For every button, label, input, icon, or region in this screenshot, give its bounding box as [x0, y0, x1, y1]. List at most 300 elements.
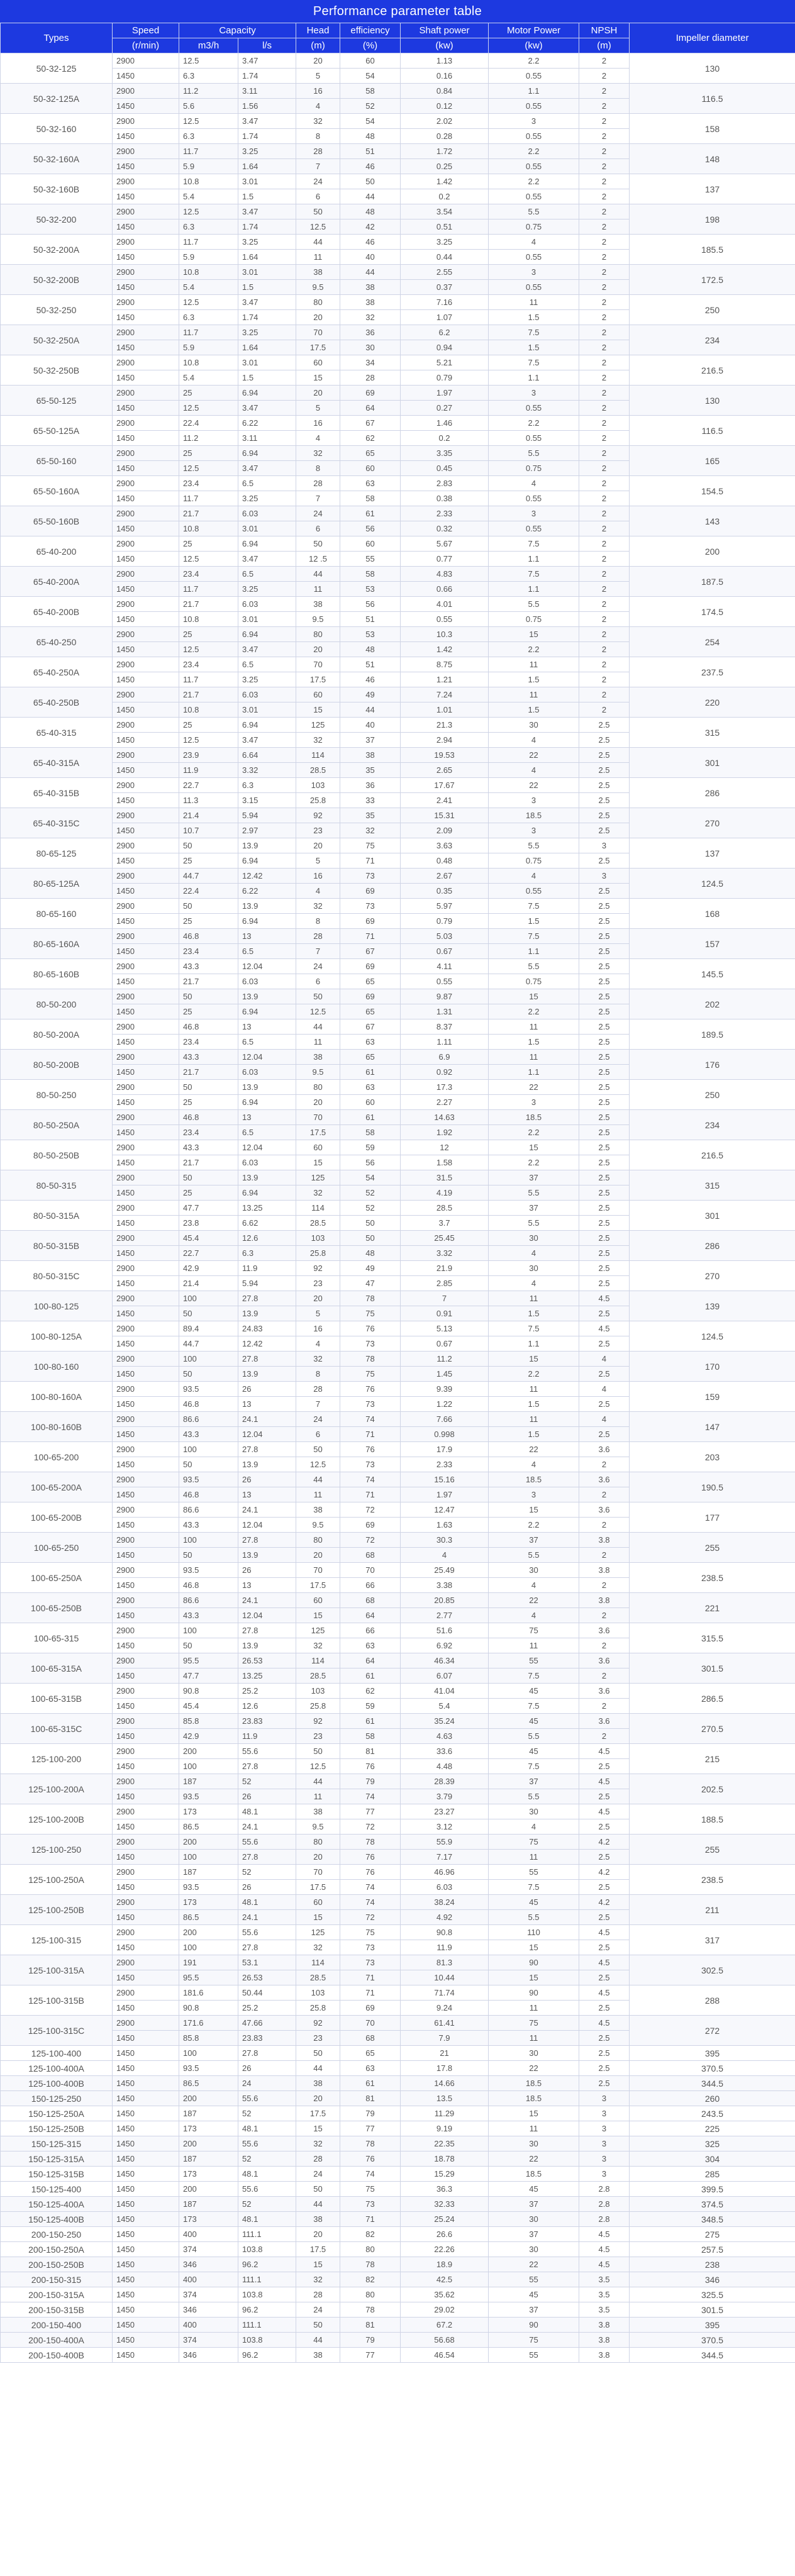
cell-efficiency: 71	[340, 853, 401, 869]
cell-capacity-m3h: 6.3	[179, 69, 238, 84]
cell-capacity-m3h: 346	[179, 2348, 238, 2363]
cell-capacity-m3h: 10.8	[179, 265, 238, 280]
cell-shaft-power: 1.45	[401, 1367, 489, 1382]
cell-npsh: 4.5	[579, 1291, 630, 1306]
cell-speed: 1450	[113, 2167, 179, 2182]
cell-speed: 1450	[113, 280, 179, 295]
cell-type: 125-100-200B	[1, 1804, 113, 1835]
cell-shaft-power: 32.33	[401, 2197, 489, 2212]
cell-capacity-ls: 13	[238, 1397, 296, 1412]
cell-efficiency: 71	[340, 2212, 401, 2227]
cell-efficiency: 40	[340, 250, 401, 265]
cell-shaft-power: 1.21	[401, 672, 489, 687]
cell-capacity-m3h: 44.7	[179, 1336, 238, 1352]
cell-capacity-ls: 12.04	[238, 1050, 296, 1065]
cell-capacity-ls: 52	[238, 1865, 296, 1880]
cell-capacity-ls: 6.5	[238, 1035, 296, 1050]
cell-npsh: 3	[579, 2106, 630, 2121]
cell-shaft-power: 10.3	[401, 627, 489, 642]
cell-speed: 1450	[113, 219, 179, 235]
cell-efficiency: 62	[340, 1684, 401, 1699]
cell-type: 100-65-315	[1, 1623, 113, 1653]
header-shaft-power-unit: (kw)	[401, 38, 489, 53]
table-row	[1, 597, 795, 612]
cell-motor-power: 2.2	[489, 1367, 579, 1382]
cell-capacity-ls: 3.47	[238, 642, 296, 657]
cell-efficiency: 74	[340, 1880, 401, 1895]
cell-speed: 1450	[113, 2333, 179, 2348]
cell-speed: 2900	[113, 1895, 179, 1910]
cell-head: 8	[296, 461, 340, 476]
cell-speed: 2900	[113, 355, 179, 370]
cell-npsh: 3.6	[579, 1684, 630, 1699]
cell-motor-power: 11	[489, 1412, 579, 1427]
cell-impeller-diameter: 148	[630, 144, 795, 174]
cell-motor-power: 22	[489, 2257, 579, 2272]
cell-type: 80-65-160A	[1, 929, 113, 959]
cell-capacity-m3h: 25	[179, 853, 238, 869]
cell-efficiency: 78	[340, 1291, 401, 1306]
cell-head: 44	[296, 2061, 340, 2076]
cell-capacity-m3h: 95.5	[179, 1653, 238, 1668]
cell-speed: 2900	[113, 778, 179, 793]
cell-capacity-m3h: 43.3	[179, 1050, 238, 1065]
cell-npsh: 2.5	[579, 1367, 630, 1382]
cell-capacity-ls: 27.8	[238, 1352, 296, 1367]
cell-type: 100-65-250B	[1, 1593, 113, 1623]
performance-table	[0, 23, 795, 2363]
cell-speed: 2900	[113, 1985, 179, 2001]
cell-efficiency: 61	[340, 2076, 401, 2091]
table-row	[1, 536, 795, 552]
cell-efficiency: 52	[340, 1201, 401, 1216]
cell-speed: 1450	[113, 431, 179, 446]
cell-shaft-power: 5.4	[401, 1699, 489, 1714]
cell-npsh: 2.5	[579, 853, 630, 869]
cell-capacity-m3h: 46.8	[179, 1019, 238, 1035]
cell-efficiency: 46	[340, 235, 401, 250]
cell-head: 32	[296, 1185, 340, 1201]
cell-npsh: 2.5	[579, 1427, 630, 1442]
cell-capacity-m3h: 42.9	[179, 1261, 238, 1276]
cell-efficiency: 56	[340, 597, 401, 612]
cell-type: 80-50-200	[1, 989, 113, 1019]
cell-capacity-m3h: 25	[179, 1004, 238, 1019]
cell-head: 25.8	[296, 2001, 340, 2016]
cell-shaft-power: 35.62	[401, 2287, 489, 2302]
cell-motor-power: 30	[489, 1804, 579, 1819]
cell-capacity-m3h: 43.3	[179, 1518, 238, 1533]
cell-npsh: 3	[579, 838, 630, 853]
cell-efficiency: 62	[340, 431, 401, 446]
cell-capacity-m3h: 23.4	[179, 567, 238, 582]
cell-capacity-ls: 13.9	[238, 1457, 296, 1472]
cell-npsh: 2	[579, 1608, 630, 1623]
cell-npsh: 4.5	[579, 1744, 630, 1759]
cell-capacity-ls: 6.22	[238, 416, 296, 431]
cell-speed: 1450	[113, 1699, 179, 1714]
cell-motor-power: 55	[489, 1653, 579, 1668]
cell-capacity-m3h: 43.3	[179, 1608, 238, 1623]
cell-npsh: 2.5	[579, 808, 630, 823]
cell-npsh: 2.5	[579, 1080, 630, 1095]
table-row	[1, 929, 795, 944]
cell-efficiency: 73	[340, 2197, 401, 2212]
cell-speed: 1450	[113, 1276, 179, 1291]
cell-motor-power: 15	[489, 2106, 579, 2121]
cell-shaft-power: 4.92	[401, 1910, 489, 1925]
cell-efficiency: 75	[340, 838, 401, 853]
cell-speed: 1450	[113, 2287, 179, 2302]
cell-capacity-ls: 3.25	[238, 582, 296, 597]
cell-head: 50	[296, 1744, 340, 1759]
cell-shaft-power: 11.2	[401, 1352, 489, 1367]
cell-speed: 2900	[113, 687, 179, 702]
cell-capacity-ls: 6.5	[238, 567, 296, 582]
cell-npsh: 3.6	[579, 1472, 630, 1487]
cell-capacity-ls: 13	[238, 1578, 296, 1593]
cell-capacity-m3h: 100	[179, 1623, 238, 1638]
cell-shaft-power: 8.75	[401, 657, 489, 672]
cell-shaft-power: 1.72	[401, 144, 489, 159]
cell-shaft-power: 3.79	[401, 1789, 489, 1804]
cell-head: 32	[296, 1352, 340, 1367]
cell-impeller-diameter: 399.5	[630, 2182, 795, 2197]
cell-speed: 1450	[113, 2182, 179, 2197]
cell-efficiency: 51	[340, 144, 401, 159]
cell-capacity-m3h: 23.4	[179, 944, 238, 959]
cell-head: 15	[296, 2121, 340, 2136]
cell-efficiency: 32	[340, 310, 401, 325]
cell-shaft-power: 81.3	[401, 1955, 489, 1970]
cell-efficiency: 36	[340, 325, 401, 340]
cell-type: 80-65-125A	[1, 869, 113, 899]
cell-head: 5	[296, 853, 340, 869]
cell-shaft-power: 19.53	[401, 748, 489, 763]
cell-shaft-power: 4.63	[401, 1729, 489, 1744]
cell-npsh: 4.5	[579, 1321, 630, 1336]
cell-type: 100-65-315C	[1, 1714, 113, 1744]
table-row	[1, 778, 795, 793]
cell-efficiency: 77	[340, 2121, 401, 2136]
cell-npsh: 3.8	[579, 1533, 630, 1548]
cell-speed: 2900	[113, 929, 179, 944]
cell-speed: 2900	[113, 1382, 179, 1397]
cell-npsh: 2	[579, 401, 630, 416]
cell-speed: 1450	[113, 1940, 179, 1955]
cell-capacity-m3h: 21.4	[179, 1276, 238, 1291]
table-row	[1, 265, 795, 280]
cell-npsh: 4.5	[579, 2227, 630, 2242]
cell-npsh: 4.5	[579, 1774, 630, 1789]
cell-motor-power: 11	[489, 1638, 579, 1653]
cell-capacity-m3h: 346	[179, 2257, 238, 2272]
cell-head: 20	[296, 310, 340, 325]
cell-npsh: 2.5	[579, 1819, 630, 1835]
cell-efficiency: 48	[340, 642, 401, 657]
cell-speed: 1450	[113, 1578, 179, 1593]
page-title: Performance parameter table	[0, 0, 795, 23]
table-row	[1, 1955, 795, 1970]
cell-speed: 1450	[113, 521, 179, 536]
header-npsh-unit: (m)	[579, 38, 630, 53]
cell-speed: 1450	[113, 1457, 179, 1472]
cell-motor-power: 5.5	[489, 204, 579, 219]
cell-shaft-power: 4.83	[401, 567, 489, 582]
cell-speed: 2900	[113, 1261, 179, 1276]
cell-head: 12.5	[296, 219, 340, 235]
cell-capacity-ls: 111.1	[238, 2227, 296, 2242]
cell-shaft-power: 0.84	[401, 84, 489, 99]
cell-head: 15	[296, 370, 340, 386]
cell-npsh: 2.5	[579, 1004, 630, 1019]
cell-type: 150-125-315	[1, 2136, 113, 2151]
cell-head: 11	[296, 1035, 340, 1050]
cell-capacity-ls: 11.9	[238, 1729, 296, 1744]
cell-motor-power: 4	[489, 235, 579, 250]
cell-shaft-power: 23.27	[401, 1804, 489, 1819]
cell-npsh: 2.5	[579, 1336, 630, 1352]
cell-efficiency: 68	[340, 1548, 401, 1563]
cell-capacity-ls: 12.04	[238, 1608, 296, 1623]
cell-speed: 2900	[113, 1019, 179, 1035]
cell-efficiency: 48	[340, 129, 401, 144]
cell-capacity-m3h: 5.9	[179, 159, 238, 174]
cell-npsh: 2.5	[579, 1140, 630, 1155]
cell-capacity-m3h: 191	[179, 1955, 238, 1970]
cell-npsh: 2.5	[579, 1306, 630, 1321]
cell-motor-power: 2.2	[489, 1518, 579, 1533]
cell-capacity-m3h: 100	[179, 1940, 238, 1955]
cell-head: 103	[296, 778, 340, 793]
cell-efficiency: 72	[340, 1819, 401, 1835]
cell-capacity-m3h: 22.7	[179, 778, 238, 793]
cell-motor-power: 5.5	[489, 1910, 579, 1925]
cell-efficiency: 63	[340, 2061, 401, 2076]
cell-type: 100-65-250	[1, 1533, 113, 1563]
cell-speed: 1450	[113, 1035, 179, 1050]
cell-motor-power: 3	[489, 823, 579, 838]
cell-head: 20	[296, 1291, 340, 1306]
cell-capacity-ls: 6.03	[238, 687, 296, 702]
cell-capacity-m3h: 100	[179, 1352, 238, 1367]
cell-capacity-ls: 27.8	[238, 2046, 296, 2061]
cell-npsh: 4	[579, 1412, 630, 1427]
cell-impeller-diameter: 288	[630, 1985, 795, 2016]
table-row	[1, 1714, 795, 1729]
cell-capacity-ls: 6.94	[238, 1185, 296, 1201]
cell-capacity-ls: 3.25	[238, 144, 296, 159]
cell-shaft-power: 1.63	[401, 1518, 489, 1533]
cell-efficiency: 73	[340, 1336, 401, 1352]
cell-capacity-m3h: 11.2	[179, 84, 238, 99]
cell-capacity-ls: 103.8	[238, 2242, 296, 2257]
table-row	[1, 1684, 795, 1699]
cell-head: 11	[296, 1789, 340, 1804]
cell-capacity-ls: 6.94	[238, 1004, 296, 1019]
cell-impeller-diameter: 301.5	[630, 1653, 795, 1684]
cell-speed: 1450	[113, 733, 179, 748]
cell-npsh: 2.5	[579, 1125, 630, 1140]
cell-motor-power: 15	[489, 1140, 579, 1155]
cell-shaft-power: 0.91	[401, 1306, 489, 1321]
cell-impeller-diameter: 234	[630, 325, 795, 355]
cell-type: 200-150-400B	[1, 2348, 113, 2363]
cell-head: 4	[296, 1336, 340, 1352]
cell-type: 100-80-125	[1, 1291, 113, 1321]
cell-speed: 2900	[113, 1623, 179, 1638]
cell-impeller-diameter: 250	[630, 295, 795, 325]
cell-speed: 1450	[113, 1065, 179, 1080]
cell-shaft-power: 5.67	[401, 536, 489, 552]
cell-type: 125-100-315	[1, 1925, 113, 1955]
cell-head: 20	[296, 1548, 340, 1563]
cell-shaft-power: 0.998	[401, 1427, 489, 1442]
cell-shaft-power: 17.8	[401, 2061, 489, 2076]
cell-capacity-ls: 6.62	[238, 1216, 296, 1231]
cell-capacity-ls: 13	[238, 929, 296, 944]
table-row	[1, 627, 795, 642]
cell-motor-power: 30	[489, 2136, 579, 2151]
cell-capacity-m3h: 10.7	[179, 823, 238, 838]
cell-speed: 2900	[113, 1140, 179, 1155]
table-row	[1, 1321, 795, 1336]
header-capacity: Capacity	[179, 23, 296, 38]
cell-impeller-diameter: 243.5	[630, 2106, 795, 2121]
table-row	[1, 506, 795, 521]
cell-head: 70	[296, 1563, 340, 1578]
cell-npsh: 2.5	[579, 1789, 630, 1804]
header-speed: Speed	[113, 23, 179, 38]
cell-shaft-power: 2.27	[401, 1095, 489, 1110]
cell-head: 24	[296, 2167, 340, 2182]
cell-speed: 2900	[113, 1291, 179, 1306]
header-head-unit: (m)	[296, 38, 340, 53]
cell-efficiency: 51	[340, 612, 401, 627]
cell-type: 200-150-250A	[1, 2242, 113, 2257]
cell-capacity-m3h: 12.5	[179, 733, 238, 748]
table-row	[1, 2302, 795, 2318]
cell-motor-power: 7.5	[489, 536, 579, 552]
cell-motor-power: 1.5	[489, 1306, 579, 1321]
cell-head: 103	[296, 1684, 340, 1699]
cell-shaft-power: 67.2	[401, 2318, 489, 2333]
cell-capacity-m3h: 100	[179, 1291, 238, 1306]
cell-capacity-m3h: 46.8	[179, 929, 238, 944]
cell-npsh: 2.5	[579, 763, 630, 778]
cell-npsh: 3	[579, 2091, 630, 2106]
cell-efficiency: 66	[340, 1623, 401, 1638]
cell-capacity-m3h: 23.4	[179, 476, 238, 491]
cell-impeller-diameter: 317	[630, 1925, 795, 1955]
cell-speed: 2900	[113, 446, 179, 461]
cell-capacity-ls: 13	[238, 1487, 296, 1502]
cell-head: 6	[296, 189, 340, 204]
cell-npsh: 2	[579, 461, 630, 476]
cell-shaft-power: 11.29	[401, 2106, 489, 2121]
cell-speed: 1450	[113, 1487, 179, 1502]
table-row	[1, 386, 795, 401]
cell-efficiency: 32	[340, 823, 401, 838]
cell-npsh: 4.2	[579, 1865, 630, 1880]
table-row	[1, 416, 795, 431]
cell-head: 32	[296, 114, 340, 129]
cell-capacity-ls: 24.1	[238, 1593, 296, 1608]
cell-capacity-m3h: 200	[179, 1835, 238, 1850]
cell-shaft-power: 5.13	[401, 1321, 489, 1336]
cell-efficiency: 76	[340, 1759, 401, 1774]
cell-impeller-diameter: 130	[630, 386, 795, 416]
cell-motor-power: 1.1	[489, 552, 579, 567]
cell-capacity-ls: 3.47	[238, 53, 296, 69]
cell-capacity-m3h: 187	[179, 2197, 238, 2212]
cell-capacity-ls: 52	[238, 2197, 296, 2212]
cell-capacity-ls: 3.47	[238, 461, 296, 476]
cell-shaft-power: 90.8	[401, 1925, 489, 1940]
cell-capacity-ls: 1.74	[238, 310, 296, 325]
table-row	[1, 1050, 795, 1065]
cell-shaft-power: 3.32	[401, 1246, 489, 1261]
cell-capacity-ls: 3.01	[238, 521, 296, 536]
cell-head: 70	[296, 1865, 340, 1880]
cell-head: 20	[296, 386, 340, 401]
cell-shaft-power: 0.32	[401, 521, 489, 536]
cell-capacity-ls: 3.47	[238, 552, 296, 567]
cell-shaft-power: 0.55	[401, 612, 489, 627]
cell-npsh: 2.5	[579, 899, 630, 914]
cell-head: 17.5	[296, 672, 340, 687]
cell-motor-power: 7.5	[489, 567, 579, 582]
cell-type: 150-125-250B	[1, 2121, 113, 2136]
cell-shaft-power: 1.07	[401, 310, 489, 325]
cell-efficiency: 76	[340, 1321, 401, 1336]
cell-efficiency: 78	[340, 1352, 401, 1367]
table-row	[1, 1110, 795, 1125]
cell-shaft-power: 18.9	[401, 2257, 489, 2272]
cell-speed: 1450	[113, 69, 179, 84]
cell-efficiency: 73	[340, 1397, 401, 1412]
cell-efficiency: 54	[340, 1170, 401, 1185]
cell-capacity-ls: 3.25	[238, 672, 296, 687]
cell-shaft-power: 20.85	[401, 1593, 489, 1608]
cell-capacity-ls: 12.42	[238, 1336, 296, 1352]
cell-capacity-m3h: 200	[179, 2091, 238, 2106]
cell-efficiency: 50	[340, 1216, 401, 1231]
cell-capacity-ls: 1.74	[238, 219, 296, 235]
cell-efficiency: 72	[340, 1910, 401, 1925]
cell-speed: 1450	[113, 1548, 179, 1563]
cell-shaft-power: 28.39	[401, 1774, 489, 1789]
cell-motor-power: 0.75	[489, 974, 579, 989]
cell-npsh: 2.8	[579, 2212, 630, 2227]
cell-capacity-ls: 103.8	[238, 2287, 296, 2302]
table-row	[1, 1593, 795, 1608]
cell-shaft-power: 17.9	[401, 1442, 489, 1457]
cell-shaft-power: 2.65	[401, 763, 489, 778]
cell-speed: 2900	[113, 899, 179, 914]
cell-capacity-ls: 1.5	[238, 370, 296, 386]
cell-shaft-power: 7.9	[401, 2031, 489, 2046]
cell-speed: 1450	[113, 1216, 179, 1231]
cell-efficiency: 70	[340, 1563, 401, 1578]
cell-efficiency: 69	[340, 914, 401, 929]
cell-head: 9.5	[296, 280, 340, 295]
cell-capacity-m3h: 93.5	[179, 1382, 238, 1397]
cell-capacity-ls: 6.94	[238, 853, 296, 869]
cell-capacity-ls: 24	[238, 2076, 296, 2091]
cell-npsh: 2.5	[579, 733, 630, 748]
cell-efficiency: 81	[340, 1744, 401, 1759]
